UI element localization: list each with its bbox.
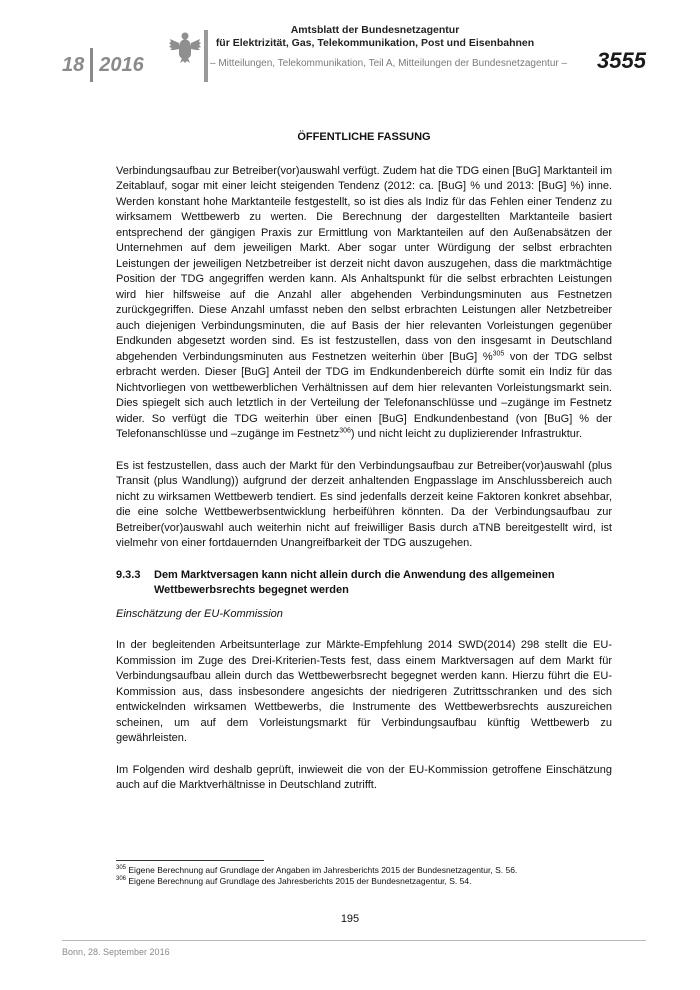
issue-year: 2016 (99, 53, 144, 76)
issue-no: 18 (62, 53, 85, 76)
section-title: Dem Marktversagen kann nicht allein durch die Anwendung des allgemeinen Wettbewerbsrechts begegnet werden (154, 568, 555, 596)
issue-divider (90, 48, 93, 82)
paragraph-1-part-a: Verbindungsaufbau zur Betreiber(vor)auswahl verfügt. Zudem hat die TDG einen [BuG] Marktanteil im Zeitablauf, sogar mit einer leicht steigenden Tendenz (2012: ca. [BuG] % und 2013: [BuG] %) inne. Werden konstant hohe Marktanteile festgestellt, so ist dies als Indiz für das Fehlen einer Tendenz zu wirksamem Wettbewerb zu werten. Die Berechnung der dargestellten Marktanteile basiert entsprechend der gängigen Praxis zur Ermittlung von Marktanteilen auf den Außenabsätzen der Unternehmen auf dem jeweiligen Markt. Aber sogar unter Würdigung der selbst erbrachten Leistungen der jeweiligen Netzbetreiber ist derzeit nicht davon auszugehen, dass die marktmächtige Position der TDG angegriffen werden kann. Als Anhaltspunkt für die selbst erbrachten Leistungen wird hier hilfsweise auf die Anzahl aller abgehenden Verbindungsminuten aus Festnetzen zurückgegriffen. Diese Anzahl umfasst neben den selbst erbrachten Leistungen aller Netzbetreiber auch diejenigen Verbindungsminuten, die auf Basis der hier relevanten Vorleistungen gegenüber Endkunden abgesetzt worden sind. Es ist festzustellen, dass von den insgesamt in Deutschland abgehenden Verbindungsminuten aus Festnetzen weiterhin über [BuG] % (116, 164, 612, 363)
issue-number (62, 48, 144, 82)
footnote (116, 876, 616, 887)
footer-divider (62, 940, 646, 941)
page-number: 195 (340, 913, 360, 925)
section-number: 9.3.3 (116, 568, 141, 581)
section-heading (116, 568, 612, 599)
gazette-title-line-1: Amtsblatt der Bundesnetzagentur (290, 24, 460, 36)
footnote-ref-306[interactable]: 306 (339, 427, 351, 435)
subheading: Einschätzung der EU-Kommission (116, 607, 283, 620)
footer-date: Bonn, 28. September 2016 (62, 947, 170, 957)
gazette-title (210, 24, 540, 50)
paragraph-1-part-b: von der TDG selbst erbracht werden. Dieser [BuG] Anteil der TDG im Endkundenbereich dürfte somit ein Indiz für das Nichtvorliegen von wettbewerblichen Verhältnissen auf dem hier relevanten Vorleistungsmarkt sein. Dies spiegelt sich auch letztlich in der Verteilung der Telefonanschlüsse und –zugänge im Festnetz wider. So verfügt die TDG weiterhin über einen [BuG] Endkundenbestand (von [BuG] % der Telefonanschlüsse und –zugänge im Festnetz (116, 350, 612, 440)
footnotes (116, 865, 616, 887)
footnote-number: 305 (116, 865, 127, 872)
paragraph-conclusion: Es ist festzustellen, dass auch der Markt für den Verbindungsaufbau zur Betreiber(vor)auswahl (plus Transit (plus Wandlung)) aufgrund der derzeit anhaltenden Engpasslage im Anschlussbereich auch nicht zu wirksamen Wettbewerb tendiert. Es sind jedenfalls derzeit keine Faktoren konkret absehbar, die eine solche Wettbewerbsentwicklung herbeiführen könnten. Da der Verbindungsaufbau zur Betreiber(vor)auswahl auch weiterhin nicht auf freiwilliger Basis durch aTNB bereitgestellt wird, ist vielmehr von einer fortdauernden Unangreifbarkeit der TDG auszugehen. (116, 459, 612, 549)
public-version-label: ÖFFENTLICHE FASSUNG (297, 131, 431, 143)
paragraph-market-share (116, 164, 612, 443)
footnote-text: Eigene Berechnung auf Grundlage der Angaben im Jahresberichts 2015 der Bundesnetzagentur, S. 56. (128, 865, 518, 875)
footnote-separator (116, 860, 264, 861)
main-content (116, 130, 612, 810)
footnote-ref-305[interactable]: 305 (492, 349, 505, 357)
gazette-page-number: 3555 (597, 48, 646, 73)
footnote (116, 865, 616, 876)
header-divider (204, 30, 208, 82)
footnote-text: Eigene Berechnung auf Grundlage des Jahresberichts 2015 der Bundesnetzagentur, S. 54. (128, 876, 472, 886)
paragraph-examination: Im Folgenden wird deshalb geprüft, inwieweit die von der EU-Kommission getroffene Einschätzung auch auf die Marktverhältnisse in Deutschland zutrifft. (116, 763, 612, 791)
paragraph-1-part-c: ) und nicht leicht zu duplizierender Infrastruktur. (350, 428, 583, 440)
gazette-subtitle: – Mitteilungen, Telekommunikation, Teil A, Mitteilungen der Bundesnetzagentur – (210, 58, 568, 69)
gazette-title-line-2: für Elektrizität, Gas, Telekommunikation, Post und Eisenbahnen (215, 37, 535, 49)
federal-eagle-icon (168, 30, 202, 64)
paragraph-eu-commission: In der begleitenden Arbeitsunterlage zur Märkte-Empfehlung 2014 SWD(2014) 298 stellt die EU-Kommission im Zuge des Drei-Kriterien-Tests fest, dass einem Marktversagen auf dem Markt für Verbindungsaufbau allein durch das Wettbewerbsrecht begegnet werden kann. Hierzu führt die EU-Kommission aus, dass insbesondere angesichts der niedrigeren Zutrittsschranken und des sich entwickelnden wirksamen Wettbewerbs, die Instrumente des Wettbewerbsrechts auszureichen scheinen, um auf dem Vorleistungsmarkt für Verbindungsaufbau künftig Wettbewerb zu gewährleisten. (116, 639, 612, 744)
footnote-number: 306 (116, 876, 127, 883)
